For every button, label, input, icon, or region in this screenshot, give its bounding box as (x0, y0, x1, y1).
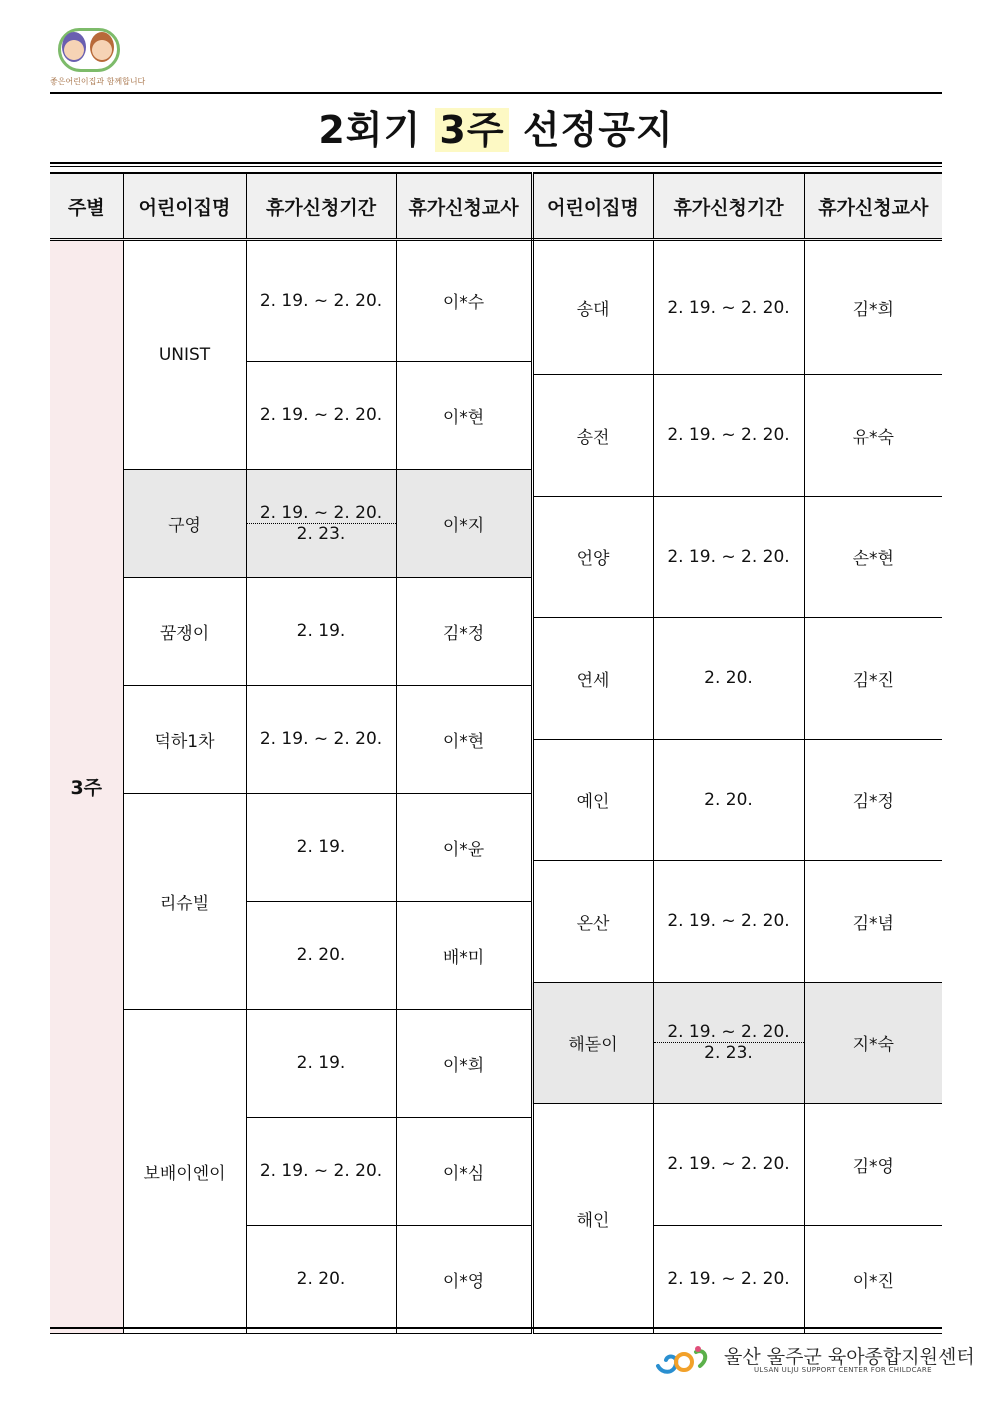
left-period: 2. 20. (246, 1225, 396, 1333)
table-header-row (50, 173, 942, 240)
period-b: 2. 23. (247, 523, 396, 544)
left-teacher: 이*윤 (396, 793, 532, 901)
header-period-right: 휴가신청기간 (653, 173, 804, 240)
right-period: 2. 19. ~ 2. 20. (653, 1104, 804, 1226)
page-title (50, 100, 942, 160)
right-center-name: 해인 (532, 1104, 653, 1334)
child-face-icon (62, 32, 86, 62)
left-teacher: 이*수 (396, 240, 532, 362)
right-teacher: 손*현 (804, 496, 942, 618)
left-center-name: 리슈빌 (123, 793, 246, 1009)
period-a: 2. 19. ~ 2. 20. (259, 502, 383, 523)
left-teacher: 김*정 (396, 577, 532, 685)
right-center-name: 송대 (532, 240, 653, 375)
right-teacher: 김*념 (804, 861, 942, 983)
left-teacher: 배*미 (396, 901, 532, 1009)
right-period: 2. 19. ~ 2. 20. (653, 1225, 804, 1333)
right-period-stacked (653, 982, 804, 1104)
header-week: 주별 (50, 173, 123, 240)
right-period: 2. 20. (653, 739, 804, 861)
header-center-right: 어린이집명 (532, 173, 653, 240)
header-period-left: 휴가신청기간 (246, 173, 396, 240)
right-period: 2. 19. ~ 2. 20. (653, 861, 804, 983)
left-teacher: 이*희 (396, 1009, 532, 1117)
left-center-name: 보배이엔이 (123, 1009, 246, 1333)
left-teacher: 이*현 (396, 685, 532, 793)
right-teacher: 김*정 (804, 739, 942, 861)
top-rule (50, 92, 942, 94)
left-teacher: 이*지 (396, 469, 532, 577)
left-center-name: UNIST (123, 240, 246, 470)
right-period: 2. 19. ~ 2. 20. (653, 375, 804, 497)
header-teacher-right: 휴가신청교사 (804, 173, 942, 240)
right-teacher: 이*진 (804, 1225, 942, 1333)
center-logo-icon (654, 1344, 710, 1374)
period-a: 2. 19. ~ 2. 20. (667, 1022, 790, 1043)
left-center-name: 덕하1차 (123, 685, 246, 793)
top-logo (50, 28, 146, 90)
left-center-name: 꿈쟁이 (123, 577, 246, 685)
right-period: 2. 19. ~ 2. 20. (653, 496, 804, 618)
title-rule-bottom (50, 166, 942, 167)
left-teacher: 이*영 (396, 1225, 532, 1333)
header-teacher-left: 휴가신청교사 (396, 173, 532, 240)
left-period: 2. 19. ~ 2. 20. (246, 240, 396, 362)
right-teacher: 김*희 (804, 240, 942, 375)
left-period: 2. 19. (246, 793, 396, 901)
right-period: 2. 19. ~ 2. 20. (653, 240, 804, 375)
bottom-rule (50, 1327, 942, 1329)
teacher-face-icon (90, 32, 114, 62)
right-teacher: 유*숙 (804, 375, 942, 497)
left-period: 2. 19. ~ 2. 20. (246, 361, 396, 469)
title-highlight: 3주 (435, 108, 508, 152)
selection-table (50, 172, 942, 1334)
left-period: 2. 19. (246, 577, 396, 685)
title-rule-top (50, 162, 942, 164)
left-period: 2. 19. ~ 2. 20. (246, 1117, 396, 1225)
right-center-name: 해돋이 (532, 982, 653, 1104)
org-name-en: ULSAN ULJU SUPPORT CENTER FOR CHILDCARE (754, 1366, 932, 1374)
left-center-name: 구영 (123, 469, 246, 577)
right-center-name: 연세 (532, 618, 653, 740)
right-center-name: 예인 (532, 739, 653, 861)
left-period: 2. 20. (246, 901, 396, 1009)
left-teacher: 이*현 (396, 361, 532, 469)
table-row (50, 240, 942, 267)
right-teacher: 김*진 (804, 618, 942, 740)
header-center-left: 어린이집명 (123, 173, 246, 240)
slogan: 좋은어린이집과 함께합니다 (50, 77, 146, 86)
title-prefix: 2회기 (318, 108, 422, 152)
right-teacher: 김*영 (804, 1104, 942, 1226)
title-suffix: 선정공지 (522, 108, 674, 152)
left-period: 2. 19. ~ 2. 20. (246, 685, 396, 793)
week-cell: 3주 (50, 240, 123, 1334)
right-teacher: 지*숙 (804, 982, 942, 1104)
right-center-name: 언양 (532, 496, 653, 618)
right-center-name: 송전 (532, 375, 653, 497)
footer-logo (654, 1340, 975, 1380)
right-period: 2. 20. (653, 618, 804, 740)
right-center-name: 온산 (532, 861, 653, 983)
period-b: 2. 23. (654, 1042, 804, 1063)
left-period-stacked (246, 469, 396, 577)
left-period: 2. 19. (246, 1009, 396, 1117)
left-teacher: 이*심 (396, 1117, 532, 1225)
org-name-kr: 울산 울주군 육아종합지원센터 (724, 1346, 975, 1368)
